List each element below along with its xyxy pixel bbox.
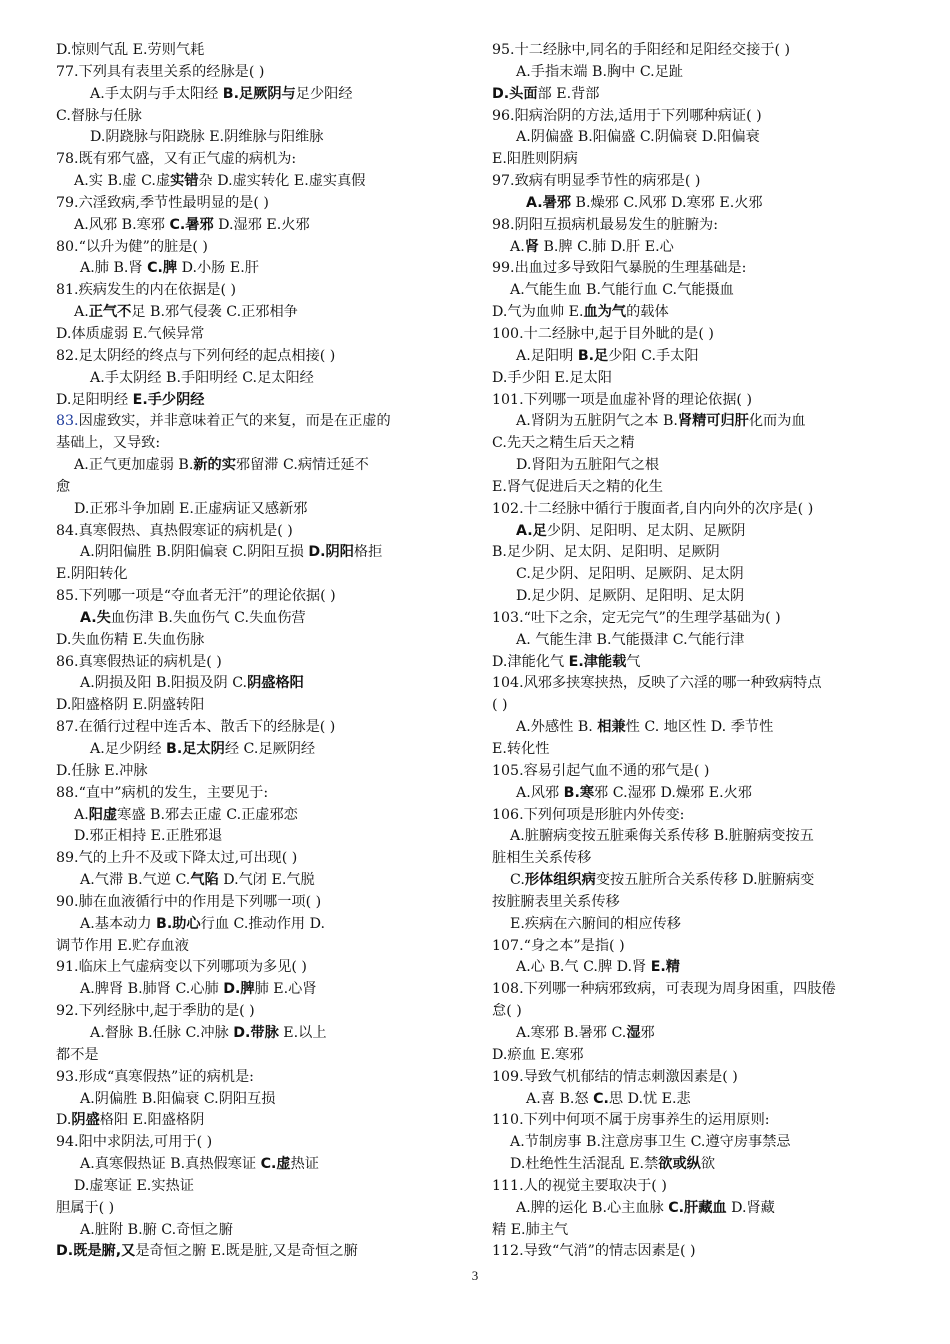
bold-answer-text: A.足 [516, 522, 547, 539]
question-line [56, 717, 476, 739]
bold-answer-text: 实错 [170, 173, 199, 190]
line-text: D.肾阳为五脏阳气之根 [516, 457, 660, 474]
line-text: A.足少阴经 [90, 741, 167, 757]
question-line [492, 258, 912, 280]
line-text: A.阴偏盛 B.阳偏盛 C.阴偏衰 D.阳偏衰 [516, 129, 760, 146]
line-text: A.风邪 [516, 784, 564, 801]
question-line [56, 106, 476, 128]
question-line [56, 477, 476, 499]
line-text: 都不是 [56, 1046, 99, 1063]
line-text: D.杜绝性生活混乱 E.禁 [510, 1156, 659, 1173]
line-text: A.寒邪 B.暑邪 C. [516, 1024, 627, 1041]
line-text: A.阴损及阳 B.阳损及阴 C. [80, 675, 248, 692]
question-line [56, 542, 476, 564]
question-line [492, 368, 912, 390]
line-text: 89.气的上升不及或下降太过,可出现( ) [56, 850, 298, 867]
question-line [492, 433, 912, 455]
line-text: 109.导致气机郁结的情志刺激因素是( ) [492, 1068, 738, 1085]
bold-answer-text: 阳虚 [88, 806, 118, 823]
line-text: D.小肠 E.肝 [177, 260, 259, 277]
question-line [56, 1067, 476, 1089]
line-text: D.湿邪 E.火邪 [213, 216, 310, 233]
question-line [56, 390, 476, 412]
question-line [56, 1241, 476, 1263]
bold-answer-text: 形体组织病 [524, 872, 596, 889]
line-text: 格阳 E.阳盛格阴 [99, 1112, 205, 1129]
bold-answer-text: 肾精可归肝 [677, 413, 749, 430]
line-text: A.基本动力 [80, 915, 157, 932]
page-number: 3 [471, 1268, 479, 1283]
question-line [56, 346, 476, 368]
question-line [492, 62, 912, 84]
question-line [56, 761, 476, 783]
line-text: 因虚致实，并非意味着正气的来复，而是在正虚的 [78, 413, 391, 430]
question-line [492, 1067, 912, 1089]
question-line [56, 40, 476, 62]
line-text: 热证 [290, 1156, 319, 1173]
question-line [56, 608, 476, 630]
line-text: D.气闭 E.气脱 [218, 872, 315, 889]
question-line [56, 302, 476, 324]
question-line [56, 521, 476, 543]
line-text: A.气能生血 B.气能行血 C.气能摄血 [510, 282, 734, 299]
line-text: A.风邪 B.寒邪 [74, 216, 170, 233]
line-text: E.肾气促进后天之精的化生 [492, 478, 663, 495]
line-text: 经 C.足厥阴经 [224, 741, 316, 757]
line-text: D.阳盛格阴 E.阴盛转阳 [56, 697, 205, 714]
line-text: 110.下列中何项不属于房事养生的运用原则: [492, 1112, 770, 1129]
question-line [56, 957, 476, 979]
question-line [492, 390, 912, 412]
question-line [492, 521, 912, 543]
question-line [56, 62, 476, 84]
line-text: 怠( ) [492, 1003, 522, 1020]
line-text: 83. [56, 413, 79, 430]
line-text: C.先天之精生后天之精 [492, 435, 635, 452]
question-line [492, 127, 912, 149]
question-line [492, 608, 912, 630]
line-text: 变按五脏所合关系传移 D.脏腑病变 [595, 872, 815, 889]
line-text: D.体质虚弱 E.气候异常 [56, 325, 205, 342]
line-text: 胆属于( ) [56, 1199, 115, 1216]
line-text: 78.既有邪气盛，又有正气虚的病机为: [56, 151, 297, 168]
line-text: 99.出血过多导致阳气暴脱的生理基础是: [492, 260, 747, 277]
line-text: 化而为血 [748, 413, 806, 430]
line-text: C.督脉与任脉 [56, 107, 142, 124]
line-text: 108.下列哪一种病邪致病，可表现为周身困重，四肢倦 [492, 981, 836, 998]
question-line [492, 455, 912, 477]
line-text: 部 E.背部 [537, 85, 600, 102]
right-column [492, 40, 912, 1263]
line-text: A.阴阳偏胜 B.阴阳偏衰 C.阴阳互损 [80, 544, 309, 561]
question-line [492, 695, 912, 717]
bold-answer-text: E.手少阴经 [132, 391, 205, 408]
line-text: 少阴、足阳明、足太阴、足厥阴 [546, 522, 746, 539]
line-text: 94.阳中求阴法,可用于( ) [56, 1134, 213, 1151]
bold-answer-text: D.脾 [223, 981, 255, 998]
question-line [492, 914, 912, 936]
question-line [56, 499, 476, 521]
question-line [492, 1110, 912, 1132]
line-text: 111.人的视觉主要取决于( ) [492, 1177, 667, 1194]
line-text: A.外感性 B. [516, 719, 598, 736]
line-text: E.以上 [278, 1024, 327, 1041]
question-line [492, 542, 912, 564]
question-line [492, 1023, 912, 1045]
line-text: 行血 C.推动作用 D. [200, 915, 326, 932]
bold-answer-text: 新的实 [193, 457, 236, 474]
line-text: 85.下列哪一项是“夺血者无汗”的理论依据( ) [56, 588, 336, 605]
bold-answer-text: 阴盛格阳 [247, 675, 304, 692]
line-text: 思 D.忧 E.悲 [608, 1090, 691, 1107]
question-line [492, 1198, 912, 1220]
line-text: C. [510, 872, 525, 889]
question-line [56, 237, 476, 259]
line-text: D.手少阳 E.足太阳 [492, 369, 612, 386]
bold-answer-text: 欲或纵 [658, 1156, 701, 1173]
question-line [56, 630, 476, 652]
bold-answer-text: C.肝藏血 [668, 1199, 727, 1216]
line-text: C.足少阴、足阳明、足厥阴、足太阴 [516, 566, 744, 583]
line-text: 81.疾病发生的内在依据是( ) [56, 282, 237, 299]
line-text: B.足少阴、足太阴、足阳明、足厥阴 [492, 544, 720, 561]
line-text: A.脏腑病变按五脏乘侮关系传移 B.脏腑病变按五 [510, 828, 814, 845]
bold-answer-text: C.脾 [147, 260, 178, 277]
line-text: 92.下列经脉中,起于季肋的是( ) [56, 1003, 255, 1020]
question-line [56, 1089, 476, 1111]
line-text: D.阴跷脉与阳跷脉 E.阴维脉与阳维脉 [90, 129, 324, 146]
question-line [492, 805, 912, 827]
line-text: 调节作用 E.贮存血液 [56, 937, 189, 954]
question-line [56, 652, 476, 674]
question-line [56, 1220, 476, 1242]
question-line [56, 1198, 476, 1220]
line-text: A.节制房事 B.注意房事卫生 C.遵守房事禁忌 [510, 1134, 791, 1151]
line-text: 按脏腑表里关系传移 [492, 893, 620, 910]
line-text: D.惊则气乱 E.劳则气耗 [56, 42, 205, 58]
question-line [492, 324, 912, 346]
question-line [56, 673, 476, 695]
bold-answer-text: 气陷 [190, 872, 219, 889]
question-line [56, 127, 476, 149]
question-line [56, 193, 476, 215]
line-text: A.脏附 B.腑 C.奇恒之腑 [80, 1221, 233, 1238]
question-line [492, 739, 912, 761]
line-text: D.正邪斗争加剧 E.正虚病证又感新邪 [74, 500, 308, 517]
line-text: A.心 B.气 C.脾 D.肾 [516, 959, 651, 976]
bold-answer-text: E.精 [650, 959, 680, 976]
line-text: 79.六淫致病,季节性最明显的是( ) [56, 194, 269, 211]
line-text: 105.容易引起气血不通的邪气是( ) [492, 762, 710, 779]
bold-answer-text: 湿 [626, 1024, 641, 1041]
line-text: 脏相生关系传移 [492, 850, 592, 867]
question-line [492, 1045, 912, 1067]
question-line [56, 84, 476, 106]
question-line [492, 673, 912, 695]
question-line [56, 1132, 476, 1154]
line-text: 寒盛 B.邪去正虚 C.正虚邪恋 [117, 806, 298, 823]
bold-answer-text: B.寒 [563, 784, 595, 801]
bold-answer-text: 相兼 [597, 719, 626, 736]
line-text: 98.阴阳互损病机最易发生的脏腑为: [492, 216, 718, 233]
line-text: D.气为血帅 E. [492, 304, 584, 321]
question-line [492, 761, 912, 783]
question-line [492, 848, 912, 870]
line-text: 106.下列何项是形脏内外传变: [492, 806, 685, 823]
line-text: 少阳 C.手太阳 [608, 347, 699, 364]
question-line [56, 1023, 476, 1045]
question-line [56, 870, 476, 892]
question-line [492, 237, 912, 259]
bold-answer-text: B.助心 [156, 915, 201, 932]
line-text: D.虚寒证 E.实热证 [74, 1177, 194, 1194]
question-line [492, 40, 912, 62]
line-text: 欲 [700, 1156, 716, 1173]
question-line [56, 936, 476, 958]
question-line [56, 1154, 476, 1176]
line-text: D.瘀血 E.寒邪 [492, 1046, 584, 1063]
bold-answer-text: C. [593, 1090, 609, 1107]
line-text: A.喜 B.怒 [526, 1090, 594, 1107]
question-line [492, 564, 912, 586]
question-line [492, 1154, 912, 1176]
question-line [492, 477, 912, 499]
question-line [492, 84, 912, 106]
question-line [492, 215, 912, 237]
line-text: 90.肺在血液循行中的作用是下列哪一项( ) [56, 893, 322, 910]
line-text: A. [510, 238, 525, 255]
bold-answer-text: C.暑邪 [169, 216, 214, 233]
question-line [492, 630, 912, 652]
bold-answer-text: E.津能载 [568, 653, 627, 670]
line-text: 血伤津 B.失血伤气 C.失血伤营 [110, 609, 306, 626]
line-text: D.肾藏 [726, 1199, 775, 1216]
question-line [492, 1132, 912, 1154]
line-text: 邪 [640, 1024, 655, 1041]
question-line [56, 892, 476, 914]
line-text: A.足阳明 [516, 347, 578, 364]
line-text: 77.下列具有表里关系的经脉是( ) [56, 63, 265, 80]
question-line [56, 564, 476, 586]
line-text: A.正气更加虚弱 B. [74, 457, 194, 474]
line-text: A.真寒假热证 B.真热假寒证 [80, 1156, 261, 1173]
question-line [492, 302, 912, 324]
question-line [492, 149, 912, 171]
question-line [56, 826, 476, 848]
question-line [492, 1001, 912, 1023]
line-text: A. 气能生津 B.气能摄津 C.气能行津 [516, 631, 745, 648]
question-line [56, 1176, 476, 1198]
line-text: E.疾病在六腑间的相应传移 [510, 915, 681, 932]
line-text: 86.真寒假热证的病机是( ) [56, 653, 222, 670]
question-line [56, 280, 476, 302]
question-line [492, 106, 912, 128]
question-line [492, 957, 912, 979]
line-text: A. [74, 304, 89, 321]
question-line [56, 171, 476, 193]
question-line [492, 1176, 912, 1198]
bold-answer-text: D.带脉 [233, 1024, 279, 1041]
line-text: A. [74, 806, 89, 823]
line-text: 87.在循行过程中连舌本、散舌下的经脉是( ) [56, 719, 336, 736]
question-line [56, 783, 476, 805]
line-text: 101.下列哪一项是血虚补肾的理论依据( ) [492, 391, 752, 408]
question-line [492, 1089, 912, 1111]
question-line [492, 499, 912, 521]
question-line [492, 171, 912, 193]
line-text: D.足阳明经 [56, 391, 133, 408]
line-text: A.脾的运化 B.心主血脉 [516, 1199, 669, 1216]
line-text: 足少阳经 [295, 85, 353, 102]
question-line [492, 826, 912, 848]
line-text: B.燥邪 C.风邪 D.寒邪 E.火邪 [571, 194, 763, 211]
line-text: 气 [626, 653, 641, 670]
question-line [492, 346, 912, 368]
bold-answer-text: A.失 [80, 609, 111, 626]
line-text: A.实 B.虚 C.虚 [74, 173, 171, 190]
bold-answer-text: D.阴阳 [308, 544, 354, 561]
line-text: 肺 E.心肾 [254, 981, 317, 998]
line-text: 是奇恒之腑 E.既是脏,又是奇恒之腑 [135, 1243, 358, 1260]
question-line [492, 411, 912, 433]
bold-answer-text: 阴盛 [71, 1112, 100, 1129]
line-text: 95.十二经脉中,同名的手阳经和足阳经交接于( ) [492, 42, 791, 58]
line-text: 103.“吐下之余，定无完气”的生理学基础为( ) [492, 609, 781, 626]
line-text: 杂 D.虚实转化 E.虚实真假 [198, 173, 366, 190]
question-line [56, 805, 476, 827]
line-text: B.脾 C.肺 D.肝 E.心 [538, 238, 674, 255]
question-line [56, 455, 476, 477]
line-text: D.失血伤精 E.失血伤脉 [56, 631, 205, 648]
line-text: A.肺 B.肾 [80, 260, 148, 277]
line-text: 82.足太阴经的终点与下列何经的起点相接( ) [56, 347, 336, 364]
question-line [56, 1110, 476, 1132]
line-text: A.气滞 B.气逆 C. [80, 872, 191, 889]
question-line [56, 979, 476, 1001]
line-text: 97.致病有明显季节性的病邪是( ) [492, 173, 701, 190]
question-line [492, 783, 912, 805]
question-line [56, 586, 476, 608]
question-line [56, 149, 476, 171]
question-line [492, 1220, 912, 1242]
question-line [56, 1001, 476, 1023]
question-line [56, 258, 476, 280]
line-text: ( ) [492, 697, 508, 714]
question-line [492, 870, 912, 892]
question-line [492, 652, 912, 674]
question-line [492, 892, 912, 914]
line-text: 足 B.邪气侵袭 C.正邪相争 [131, 304, 298, 321]
question-line [492, 936, 912, 958]
line-text: E.转化性 [492, 741, 550, 757]
bold-answer-text: B.足厥阴与 [222, 85, 296, 102]
bold-answer-text: D.既是腑,又 [56, 1243, 136, 1260]
question-line [56, 368, 476, 390]
line-text: 精 E.肺主气 [492, 1221, 569, 1238]
line-text: D.足少阴、足厥阴、足阳明、足太阴 [516, 588, 745, 605]
line-text: 邪留滞 C.病情迁延不 [235, 457, 369, 474]
line-text: 93.形成“真寒假热”证的病机是: [56, 1068, 254, 1085]
bold-answer-text: 血为气 [583, 304, 627, 321]
question-line [492, 586, 912, 608]
line-text: 的载体 [626, 304, 669, 321]
line-text: D.任脉 E.冲脉 [56, 762, 148, 779]
line-text: E.阳胜则阴病 [492, 151, 578, 168]
question-line [56, 411, 476, 433]
line-text: 107.“身之本”是指( ) [492, 937, 625, 954]
line-text: A.手指末端 B.胸中 C.足趾 [516, 63, 684, 80]
line-text: A.肾阴为五脏阴气之本 B. [516, 413, 678, 430]
line-text: 84.真寒假热、真热假寒证的病机是( ) [56, 522, 293, 539]
question-line [56, 215, 476, 237]
line-text: D. [56, 1112, 72, 1129]
line-text: A.阴偏胜 B.阳偏衰 C.阴阳互损 [80, 1090, 276, 1107]
line-text: 88.“直中”病机的发生，主要见于: [56, 784, 269, 801]
bold-answer-text: A.暑邪 [526, 194, 572, 211]
line-text: A.手太阴与手太阳经 [90, 85, 223, 102]
question-line [56, 695, 476, 717]
left-column [56, 40, 476, 1263]
line-text: 91.临床上气虚病变以下列哪项为多见( ) [56, 959, 307, 976]
line-text: 102.十二经脉中循行于腹面者,自内向外的次序是( ) [492, 500, 814, 517]
question-line [492, 717, 912, 739]
line-text: 邪 C.湿邪 D.燥邪 E.火邪 [594, 784, 752, 801]
bold-answer-text: B.足 [577, 347, 609, 364]
question-line [492, 1241, 912, 1263]
line-text: 100.十二经脉中,起于目外眦的是( ) [492, 325, 714, 342]
line-text: D.津能化气 [492, 653, 569, 670]
line-text: 112.导致“气消”的情志因素是( ) [492, 1243, 696, 1260]
line-text: 96.阳病治阴的方法,适用于下列哪种病证( ) [492, 107, 762, 124]
line-text: E.阴阳转化 [56, 566, 128, 583]
bold-answer-text: 正气不 [88, 304, 132, 321]
question-line [492, 280, 912, 302]
question-line [492, 979, 912, 1001]
question-line [56, 914, 476, 936]
question-line [56, 433, 476, 455]
bold-answer-text: C.虚 [260, 1156, 291, 1173]
line-text: A.手太阴经 B.手阳明经 C.足太阳经 [90, 369, 314, 386]
line-text: 愈 [56, 478, 71, 495]
bold-answer-text: B.足太阴 [166, 741, 225, 757]
question-line [492, 193, 912, 215]
line-text: 格拒 [353, 544, 383, 561]
line-text: A.脾肾 B.肺肾 C.心肺 [80, 981, 224, 998]
line-text: 104.风邪多挟寒挟热，反映了六淫的哪一种致病特点 [492, 675, 822, 692]
bold-answer-text: D.头面 [492, 85, 538, 102]
line-text: 80.“以升为健”的脏是( ) [56, 238, 208, 255]
question-line [56, 739, 476, 761]
line-text: D.邪正相持 E.正胜邪退 [74, 828, 223, 845]
question-line [56, 848, 476, 870]
line-text: 性 C. 地区性 D. 季节性 [625, 719, 774, 736]
bold-answer-text: 肾 [524, 238, 539, 255]
line-text: 基础上，又导致: [56, 435, 161, 452]
question-line [56, 324, 476, 346]
question-line [56, 1045, 476, 1067]
line-text: A.督脉 B.任脉 C.冲脉 [90, 1024, 234, 1041]
